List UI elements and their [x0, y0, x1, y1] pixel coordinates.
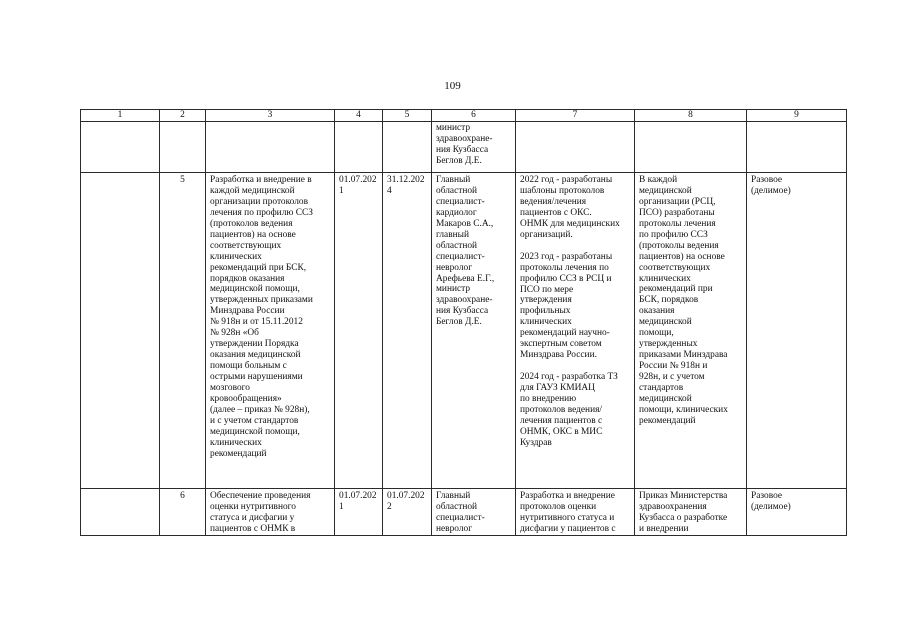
- result-2024-text: 2024 год - разработка ТЗ для ГАУЗ КМИАЦ по внедрению протоколов ведения/ лечения пациентов с ОНМК, ОКС в МИС Куздрав: [520, 372, 618, 448]
- outcome-cell: [635, 172, 747, 488]
- column-number-header-row: [81, 110, 847, 122]
- column-number-cell: 8: [635, 110, 747, 122]
- measure-cell: [206, 121, 335, 172]
- end-date-cell: [383, 121, 432, 172]
- responsible-cell: [432, 172, 516, 488]
- result-2022-text: 2022 год - разработаны шаблоны протоколов ведения/лечения пациентов с ОКС. ОНМК для медицинских организаций.: [520, 174, 620, 240]
- measure-text: Обеспечение проведения оценки нутритивного статуса и дисфагии у пациентов с ОНМК в: [210, 490, 311, 534]
- start-date-cell: 01.07.2021: [335, 172, 383, 488]
- type-cell: [747, 172, 847, 488]
- start-date-cell: [335, 121, 383, 172]
- column-number-cell: 1: [81, 110, 160, 122]
- column-number-cell: 2: [160, 110, 206, 122]
- responsible-text: министр здравоохране- ния Кузбасса Беглов Д.Е.: [436, 122, 493, 166]
- type-text: Разовое (делимое): [751, 490, 791, 512]
- end-date-cell: 01.07.2022: [383, 488, 432, 535]
- empty-cell: [81, 488, 160, 535]
- result-text: Разработка и внедрение протоколов оценки нутритивного статуса и дисфагии у пациентов с: [520, 490, 616, 534]
- outcome-cell: [635, 488, 747, 535]
- type-text: Разовое (делимое): [751, 174, 791, 196]
- table-row-continuation: [81, 121, 847, 172]
- column-number-cell: 5: [383, 110, 432, 122]
- measure-text: Разработка и внедрение в каждой медицинской организации протоколов лечения по профилю ССЗ (протоколов ведения пациентов) на основе соответствующих клинических рекомендаций при БСК, порядков оказания медицинской помощи, утвержденных приказами Минздрава России № 918н и от 15.11.2012 № 928н «Об утверждении Порядка оказания медицинской помощи больным с острыми нарушениями мозгового кровообращения» (далее – приказ № 928н), и с учетом стандартов медицинской помощи, клинических рекомендаций: [210, 174, 313, 459]
- result-2023-text: 2023 год - разработаны протоколы лечения по профилю ССЗ в РСЦ и ПСО по мере утверждения профильных клинических рекомендаций научно- экспертным советом Минздрава России.: [520, 251, 613, 361]
- outcome-text: В каждой медицинской организации (РСЦ, ПСО) разработаны протоколы лечения по профилю ССЗ (протоколы ведения пациентов) на основе соответствующих клинических рекомендаций при БСК, порядков оказания медицинской помощи, утвержденных приказами Минздрава России № 918н и 928н, и с учетом стандартов медицинской помощи, клинических рекомендаций: [639, 174, 728, 426]
- result-cell: [516, 488, 635, 535]
- column-number-cell: 4: [335, 110, 383, 122]
- type-cell: [747, 121, 847, 172]
- column-number-cell: 6: [432, 110, 516, 122]
- responsible-text: Главный областной специалист- невролог: [436, 490, 485, 534]
- column-number-cell: 9: [747, 110, 847, 122]
- responsible-cell: [432, 121, 516, 172]
- measure-cell: [206, 488, 335, 535]
- row-number-cell: 5: [160, 172, 206, 488]
- end-date-cell: 31.12.2024: [383, 172, 432, 488]
- measure-cell: [206, 172, 335, 488]
- responsible-cell: [432, 488, 516, 535]
- row-number-cell: [160, 121, 206, 172]
- start-date-cell: 01.07.2021: [335, 488, 383, 535]
- result-cell: [516, 172, 635, 488]
- outcome-text: Приказ Министерства здравоохранения Кузбасса о разработке и внедрении: [639, 490, 728, 534]
- responsible-text: Главный областной специалист- кардиолог Макаров С.А., главный областной специалист- невролог Арефьева Е.Г., министр здравоохране- ния Кузбасса Беглов Д.Е.: [436, 174, 495, 328]
- empty-cell: [81, 172, 160, 488]
- table-row-6: [81, 488, 847, 535]
- result-cell: [516, 121, 635, 172]
- row-number-cell: 6: [160, 488, 206, 535]
- measures-table: [80, 109, 847, 536]
- column-number-cell: 3: [206, 110, 335, 122]
- column-number-cell: 7: [516, 110, 635, 122]
- empty-cell: [81, 121, 160, 172]
- type-cell: [747, 488, 847, 535]
- outcome-cell: [635, 121, 747, 172]
- table-row-5: [81, 172, 847, 488]
- page-number: 109: [444, 80, 461, 92]
